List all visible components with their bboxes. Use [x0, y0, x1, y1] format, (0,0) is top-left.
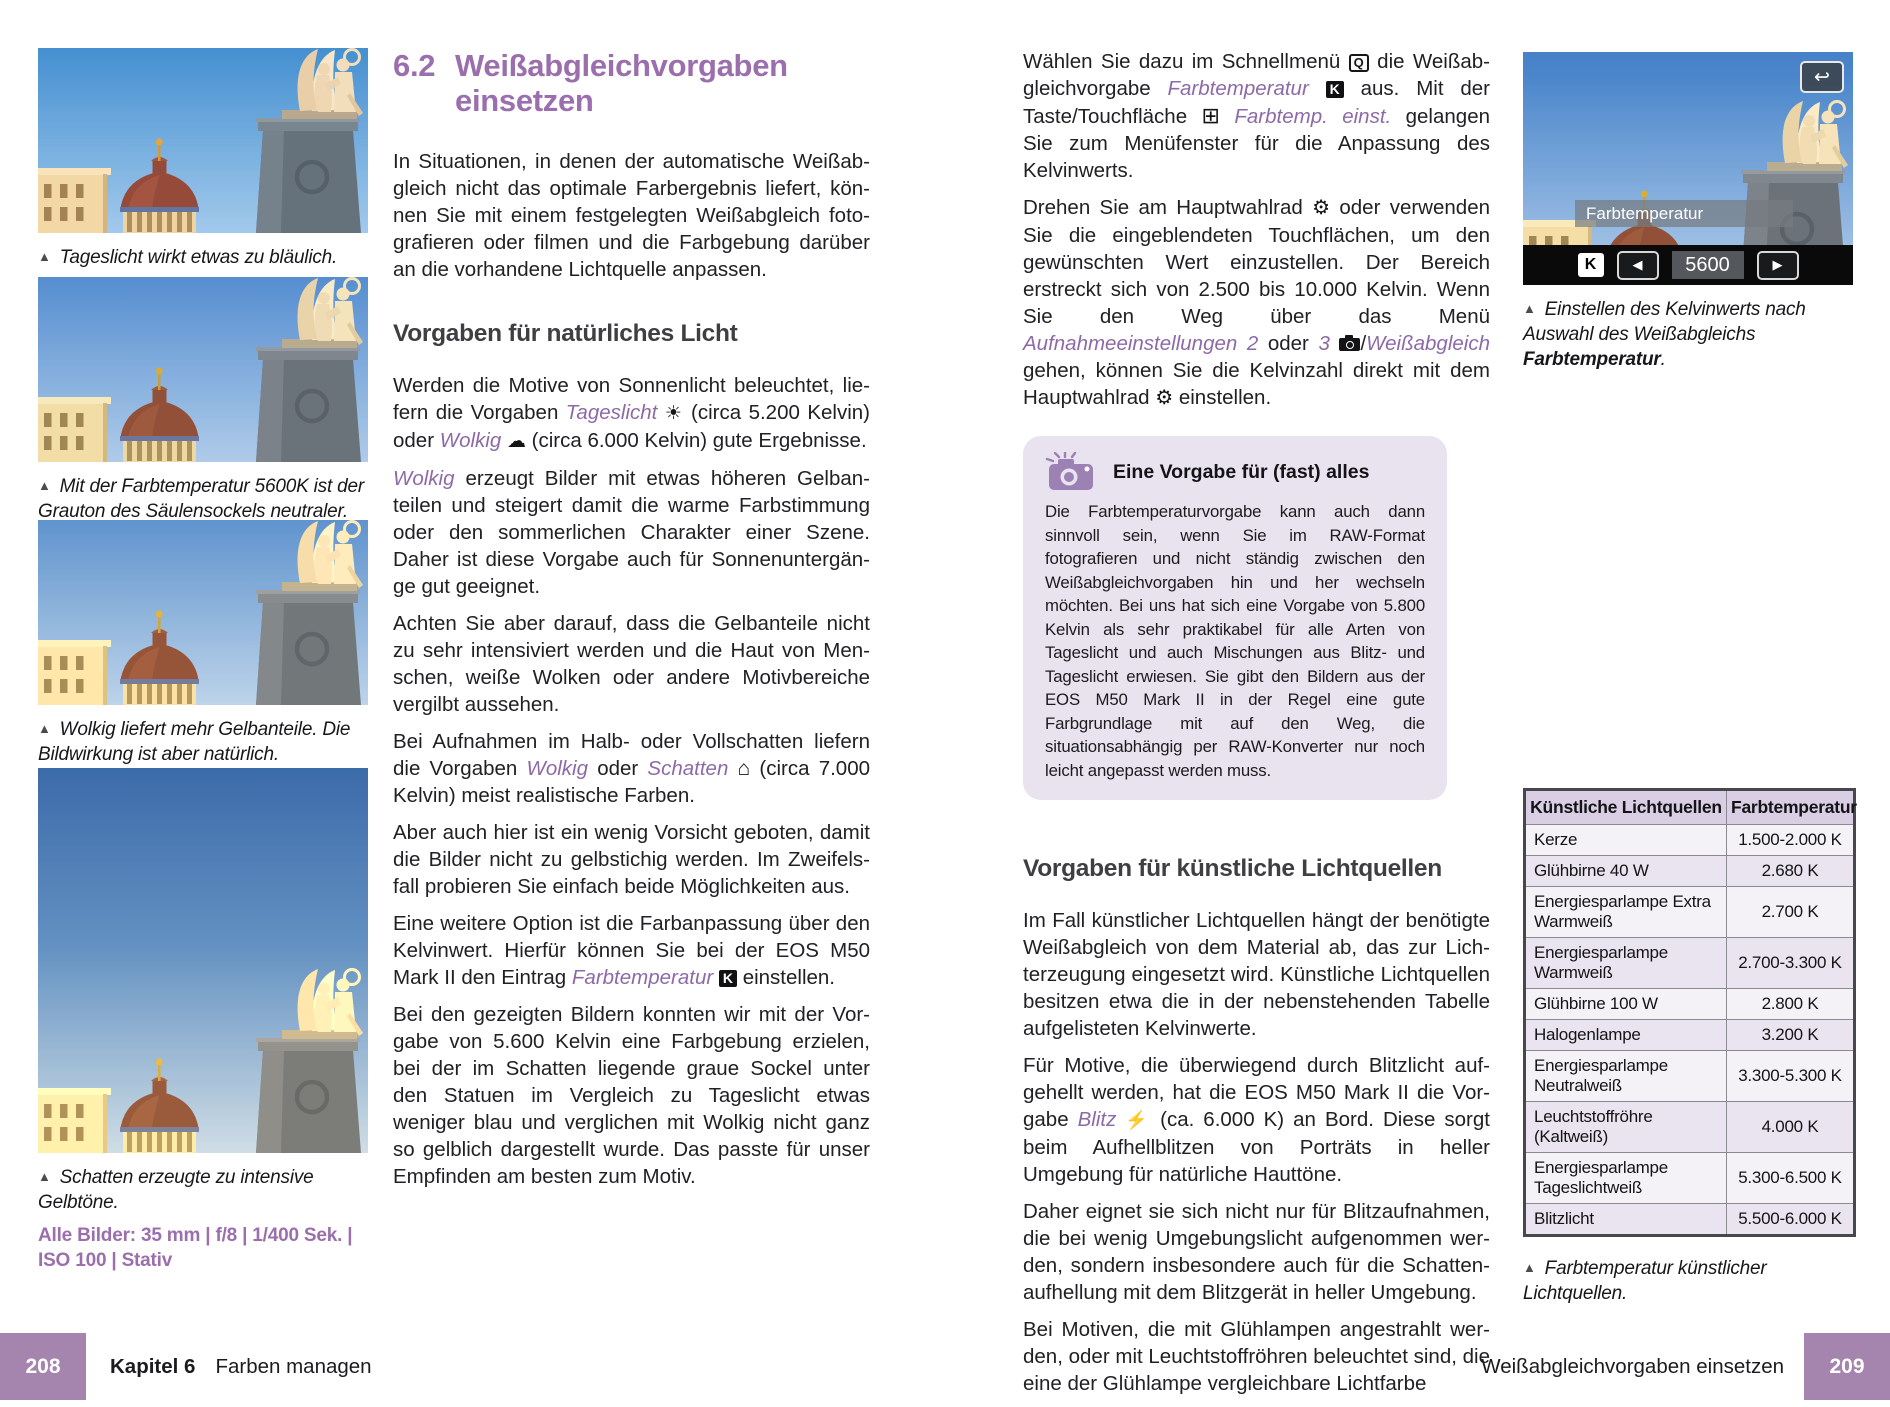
figure-caption: ▲ Schatten erzeugte zu intensive Gelbtöne. [38, 1167, 314, 1213]
table-cell: 2.700-3.300 K [1727, 938, 1855, 989]
table-cell: Blitzlicht [1525, 1204, 1727, 1236]
caption-marker-icon: ▲ [38, 478, 51, 493]
flash-icon: ⚡ [1125, 1110, 1152, 1130]
figure-caption: ▲ Wolkig liefert mehr Gelbanteile. Die Bildwirkung ist aber natürlich. [38, 719, 351, 765]
caption-marker-icon: ▲ [1523, 301, 1536, 316]
statue-photo-cloudy [38, 520, 368, 705]
paragraph-group [393, 372, 870, 1190]
table-cell: 5.300-6.500 K [1727, 1153, 1855, 1204]
paragraph: Achten Sie aber darauf, dass die Gelbanteile nicht zu sehr intensiviert werden und die Haut von Menschen, weiße Wolken oder andere Motivbereiche vergilbt aussehen. [393, 612, 870, 716]
page-number-right: 209 [1804, 1333, 1890, 1400]
statue-photo-daylight [38, 48, 368, 233]
paragraph: Drehen Sie am Hauptwahlrad ⚙ oder verwenden Sie die eingeblendeten Touchflächen, um den gewünschten Wert einzustellen. Der Bereich erstreckt sich von 2.500 bis 10.000 Kelvin. Wenn Sie den Weg über das Menü Aufnahmeeinstellungen 2 oder 3 /Weißabgleich gehen, können Sie die Kelvinzahl direkt mit dem Hauptwahlrad ⚙ einstellen. [1023, 196, 1490, 409]
kelvin-control-bar [1523, 245, 1853, 285]
section-label: Weißabgleichvorgaben einsetzen [1481, 1354, 1784, 1378]
paragraph: Wählen Sie dazu im Schnellmenü Q die Weißabgleichvorgabe Farbtemperatur K aus. Mit der Taste/Touchfläche ⊞ Farbtemp. einst. gelangen Sie zum Menüfenster für die Anpassung des Kelvinwerts. [1023, 50, 1491, 182]
table-cell: Leuchtstoffröhre (Kaltweiß) [1525, 1102, 1727, 1153]
table-cell: Energiesparlampe Tageslichtweiß [1525, 1153, 1727, 1204]
table-cell: 2.680 K [1727, 856, 1855, 887]
k-badge-icon: K [1326, 81, 1344, 98]
table-row [1525, 1153, 1855, 1204]
main-dial-icon: ⚙ [1312, 197, 1331, 219]
table-cell: Energiesparlampe Extra Warmweiß [1525, 887, 1727, 938]
table-row [1525, 938, 1855, 989]
table-cell: Glühbirne 40 W [1525, 856, 1727, 887]
table-cell: 3.200 K [1727, 1020, 1855, 1051]
left-page-text-column [393, 48, 870, 1200]
table-cell: Halogenlampe [1525, 1020, 1727, 1051]
table-row [1525, 1020, 1855, 1051]
section-number: 6.2 [393, 48, 436, 83]
table-cell: 4.000 K [1727, 1102, 1855, 1153]
paragraph: Wolkig erzeugt Bilder mit etwas höheren Gelbanteilen und steigert damit die warme Farbstimmung oder den sommerlichen Charakter einer Szene. Daher ist diese Vorgabe auch für Sonnenuntergänge gut geeignet. [393, 467, 870, 598]
paragraph: Bei Motiven, die mit Glühlampen angestrahlt werden, oder mit Leuchtstoffröhren beleuchtet sind, die eine der Glühlampe vergleichbare Lichtfarbe [1023, 1318, 1490, 1395]
table-cell: 1.500-2.000 K [1727, 825, 1855, 856]
table-header-cell: Künstliche Lichtquellen [1525, 790, 1727, 825]
kelvin-table [1523, 788, 1856, 1237]
subheading-natural-light: Vorgaben für natürliches Licht [393, 320, 738, 347]
camera-icon [1339, 338, 1360, 351]
figure-kelvin-table [1523, 788, 1857, 1306]
back-icon: ↩ [1800, 61, 1844, 93]
paragraph: Daher eignet sie sich nicht nur für Blitzaufnahmen, die bei wenig Umgebungslicht aufgenommen werden, sondern insbesondere auch für die Schattenaufhellung mit dem Blitzgerät in heller Umgebung. [1023, 1200, 1490, 1304]
table-cell: Glühbirne 100 W [1525, 989, 1727, 1020]
paragraph-group [1023, 907, 1490, 1397]
table-caption: ▲ Farbtemperatur künstlicher Lichtquellen. [1523, 1258, 1767, 1304]
paragraph: Für Motive, die überwiegend durch Blitzlicht aufgehellt werden, hat die EOS M50 Mark II die Vorgabe Blitz ⚡ (ca. 6.000 K) an Bord. Diese sorgt beim Aufhellblitzen von Porträts in heller Umgebung für natürliche Hauttöne. [1023, 1054, 1490, 1186]
figure-shade [38, 768, 368, 1273]
figure-camera-screen [1523, 52, 1853, 372]
kelvin-badge: K [1578, 253, 1604, 277]
paragraph-group [1023, 48, 1490, 412]
caption-marker-icon: ▲ [38, 1169, 51, 1184]
right-page-text-column [1023, 48, 1490, 1407]
section-title: Weißabgleichvorgaben einsetzen [455, 48, 788, 118]
decrease-kelvin-icon: ◀ [1617, 251, 1659, 280]
caption-marker-icon: ▲ [38, 721, 51, 736]
caption-marker-icon: ▲ [1523, 1260, 1536, 1275]
table-row [1525, 887, 1855, 938]
table-row [1525, 1051, 1855, 1102]
camera-display [1523, 52, 1853, 285]
table-row [1525, 856, 1855, 887]
paragraph: Aber auch hier ist ein wenig Vorsicht geboten, damit die Bilder nicht zu gelbstichig werden. Im Zweifelsfall probieren Sie einfach beide Möglichkeiten aus. [393, 821, 870, 898]
tip-box-header [1045, 452, 1425, 492]
chapter-label: Kapitel 6 [110, 1354, 196, 1378]
kelvin-value: 5600 [1672, 251, 1744, 279]
camera-flash-icon [1045, 452, 1097, 492]
table-cell: Kerze [1525, 825, 1727, 856]
figure-caption: ▲ Tageslicht wirkt etwas zu bläulich. [38, 247, 338, 268]
chapter-title: Farben managen [215, 1354, 372, 1378]
section-heading [393, 48, 870, 118]
tip-box [1023, 436, 1447, 800]
table-header-cell: Farbtemperatur [1727, 790, 1855, 825]
figure-5600k [38, 277, 368, 524]
table-cell: 2.700 K [1727, 887, 1855, 938]
k-badge-icon: K [719, 970, 737, 987]
main-dial-icon: ⚙ [1155, 387, 1174, 409]
paragraph: Eine weitere Option ist die Farbanpassung über den Kelvinwert. Hierfür können Sie bei der EOS M50 Mark II den Eintrag Farbtemperatur K einstellen. [393, 912, 870, 989]
cloud-icon: ☁ [506, 431, 526, 452]
paragraph: In Situationen, in denen der automatische Weißabgleich nicht das optimale Farbergebnis liefert, können Sie mit einem festgelegten Weißabgleich fotografieren oder filmen und die Farbgebung darüber an die vorhandene Lichtquelle anpassen. [393, 150, 870, 281]
sun-icon: ☀ [664, 403, 684, 424]
table-row [1525, 1102, 1855, 1153]
running-footer-right [1481, 1333, 1784, 1400]
figure-caption: ▲ Mit der Farbtemperatur 5600K ist der Grauton des Säulensockels neutraler. [38, 476, 364, 522]
table-cell: Energiesparlampe Neutralweiß [1525, 1051, 1727, 1102]
running-footer-left [110, 1333, 372, 1400]
table-row [1525, 1204, 1855, 1236]
touch-pad-icon: ⊞ [1201, 103, 1220, 128]
paragraph: Im Fall künstlicher Lichtquellen hängt der benötigte Weißabgleich von dem Material ab, das zur Lichterzeugung eingesetzt wird. Künstliche Lichtquellen besitzen etwa die in der nebenstehenden Tabelle aufgelisteten Kelvinwerte. [1023, 909, 1490, 1040]
paragraph: Werden die Motive von Sonnenlicht beleuchtet, liefern die Vorgaben Tageslicht ☀ (circa 5.200 Kelvin) oder Wolkig ☁ (circa 6.000 Kelvin) gute Ergebnisse. [393, 374, 870, 452]
shade-house-icon: ⌂ [737, 757, 751, 780]
statue-photo-5600k [38, 277, 368, 462]
exif-note: Alle Bilder: 35 mm | f/8 | 1/400 Sek. | ISO 100 | Stativ [38, 1225, 353, 1271]
table-cell: Energiesparlampe Warmweiß [1525, 938, 1727, 989]
table-row [1525, 825, 1855, 856]
increase-kelvin-icon: ▶ [1757, 251, 1799, 280]
paragraph: Bei Aufnahmen im Halb- oder Vollschatten liefern die Vorgaben Wolkig oder Schatten ⌂ (circa 7.000 Kelvin) meist realistische Farben. [393, 730, 870, 807]
table-row [1525, 989, 1855, 1020]
caption-marker-icon: ▲ [38, 249, 51, 264]
figure-daylight [38, 48, 368, 270]
table-cell: 2.800 K [1727, 989, 1855, 1020]
q-badge-icon: Q [1349, 54, 1369, 72]
tip-box-body: Die Farbtemperaturvorgabe kann auch dann sinnvoll sein, wenn Sie im RAW-Format fotografieren und nicht ständig zwischen den Weißabgleichvorgaben hin und her wechseln möchten. Bei uns hat sich eine Vorgabe von 5.800 Kelvin als sehr praktikabel für alle Arten von Tageslicht und auch Mischungen aus Blitz- und Tageslicht erwiesen. Sie gibt den Bildern aus der EOS M50 Mark II in der Regel eine gute Farbgrundlage mit auf den Weg, die situationsabhängig per RAW-Konverter nur noch leicht angepasst werden muss. [1045, 502, 1425, 780]
table-cell: 3.300-5.300 K [1727, 1051, 1855, 1102]
statue-photo-shade [38, 768, 368, 1153]
tip-box-title: Eine Vorgabe für (fast) alles [1113, 460, 1370, 483]
table-cell: 5.500-6.000 K [1727, 1204, 1855, 1236]
table-header-row [1525, 790, 1855, 825]
figure-caption: ▲ Einstellen des Kelvinwerts nach Auswahl des Weißabgleichs Farbtemperatur. [1523, 299, 1806, 370]
figure-cloudy [38, 520, 368, 767]
wb-mode-label: Farbtemperatur [1575, 200, 1793, 227]
paragraph: Bei den gezeigten Bildern konnten wir mit der Vorgabe von 5.600 Kelvin eine Farbgebung erzielen, bei der im Schatten liegende graue Sockel unter den Statuen im Vergleich zu Tageslicht etwas weniger blau und verglichen mit Wolkig nicht ganz so gelblich dargestellt wurde. Das passte für unser Empfinden am besten zum Motiv. [393, 1003, 870, 1188]
subheading-artificial-light: Vorgaben für künstliche Lichtquellen [1023, 855, 1442, 882]
page-number-left: 208 [0, 1333, 86, 1400]
